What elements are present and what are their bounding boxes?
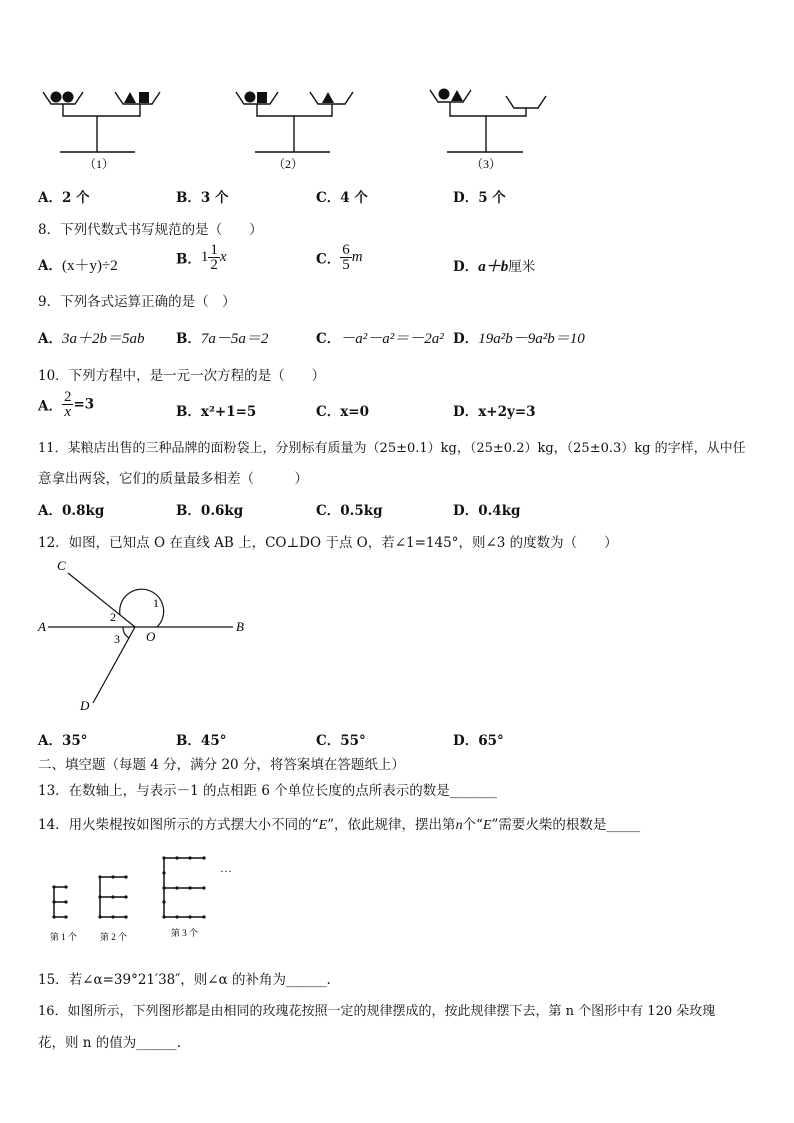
option-d[interactable]: D．x+2y=3 [453, 404, 536, 420]
question-8-stem: 8．下列代数式书写规范的是（ ） [38, 222, 263, 238]
circle-weight [63, 92, 74, 103]
triangle-weight [322, 92, 334, 103]
option-b[interactable]: B．45° [176, 733, 227, 749]
question-12-stem: 12．如图，已知点 O 在直线 AB 上，CO⊥DO 于点 O，若∠1=145°，则∠3 的度数为（ ） [38, 535, 618, 551]
question-16-stem: 16．如图所示，下列图形都是由相同的玫瑰花按照一定的规律摆成的，按此规律摆下去，第 n 个图形中有 120 朵玫瑰 [38, 1004, 716, 1019]
option-b[interactable]: B．7a－5a＝2 [176, 331, 269, 347]
section-2-title: 二、填空题（每题 4 分，满分 20 分，将答案填在答题纸上） [38, 757, 405, 773]
balance-scale-3 [430, 90, 546, 152]
option-d[interactable]: D．5 个 [453, 190, 506, 206]
fraction: $\frac{2}{x}$ [63, 389, 72, 420]
question-13-stem: 13．在数轴上，与表示－1 的点相距 6 个单位长度的点所表示的数是_______ [38, 783, 497, 799]
question-14-stem: 14．用火柴棍按如图所示的方式摆大小不同的“E”，依此规律，摆出第n个“E”需要火柴的根数是_____ [38, 817, 641, 833]
option-d[interactable]: D．0.4kg [453, 503, 521, 519]
question-15-stem: 15．若∠α=39°21′38″，则∠α 的补角为______. [38, 972, 331, 988]
triangle-weight [124, 92, 136, 103]
circle-weight [245, 92, 256, 103]
scale-label-3: （3） [471, 157, 502, 171]
label-angle-1: 1 [153, 596, 159, 610]
figure-label-2: 第 2 个 [100, 932, 128, 942]
matchstick-e-figure [40, 850, 260, 945]
option-c[interactable]: C．55° [316, 733, 366, 749]
option-c[interactable]: C．0.5kg [316, 503, 383, 519]
question-10-stem: 10．下列方程中，是一元一次方程的是（ ） [38, 368, 326, 384]
option-b[interactable]: B．0.6kg [176, 503, 244, 519]
scale-label-2: （2） [273, 157, 304, 171]
option-a[interactable]: A．35° [38, 733, 88, 749]
option-b[interactable]: B．3 个 [176, 190, 229, 206]
label-b: B [236, 619, 244, 634]
label-d: D [80, 698, 90, 713]
circle-weight [439, 89, 450, 100]
ray-oc [68, 573, 135, 627]
triangle-weight [451, 90, 463, 101]
label-angle-3: 3 [114, 632, 120, 646]
scale-label-1: （1） [84, 157, 115, 171]
angle-arc-3 [123, 627, 129, 638]
square-weight [139, 92, 149, 103]
option-b[interactable]: B．1 $\frac{1}{2}$ x [176, 242, 227, 273]
option-a[interactable]: A．3a＋2b＝5ab [38, 331, 145, 347]
option-d[interactable]: D．a＋b厘米 [453, 259, 536, 275]
option-a[interactable]: A．0.8kg [38, 503, 105, 519]
option-c[interactable]: C．4 个 [316, 190, 368, 206]
balance-scales-figure [0, 80, 794, 180]
matchstick-e-3 [164, 858, 204, 917]
question-16-stem-cont: 花，则 n 的值为______. [38, 1035, 182, 1051]
question-11-stem: 11．某粮店出售的三种品牌的面粉袋上，分别标有质量为（25±0.1）kg，（25±0.2）kg，（25±0.3）kg 的字样，从中任 [38, 441, 746, 456]
option-d[interactable]: D．19a²b－9a²b＝10 [453, 331, 585, 347]
option-b[interactable]: B．x²+1=5 [176, 404, 257, 420]
option-c[interactable]: C．x=0 [316, 404, 370, 420]
angle-figure [30, 555, 260, 720]
figure-label-3: 第 3 个 [171, 928, 199, 938]
figure-label-1: 第 1 个 [50, 932, 78, 942]
label-o: O [146, 629, 156, 644]
option-a[interactable]: A．(x＋y)÷2 [38, 258, 118, 274]
option-c[interactable]: C． $\frac{6}{5}$ m [316, 242, 363, 273]
circle-weight [51, 92, 62, 103]
option-a[interactable]: A．2 个 [38, 190, 90, 206]
label-c: C [57, 558, 66, 573]
matchstick-e-1 [54, 887, 66, 917]
label-angle-2: 2 [110, 610, 116, 624]
option-c[interactable]: C．－a²－a²＝－2a² [316, 331, 444, 347]
square-weight [257, 92, 267, 103]
option-a[interactable]: A． $\frac{2}{x}$ =3 [38, 389, 95, 420]
ellipsis: … [220, 861, 232, 875]
question-9-stem: 9．下列各式运算正确的是（ ） [38, 294, 236, 310]
fraction: $\frac{6}{5}$ [342, 242, 350, 273]
question-11-stem-cont: 意拿出两袋，它们的质量最多相差（ ） [38, 471, 308, 487]
fraction: $\frac{1}{2}$ [210, 242, 218, 273]
label-a: A [38, 619, 46, 634]
option-d[interactable]: D．65° [453, 733, 504, 749]
